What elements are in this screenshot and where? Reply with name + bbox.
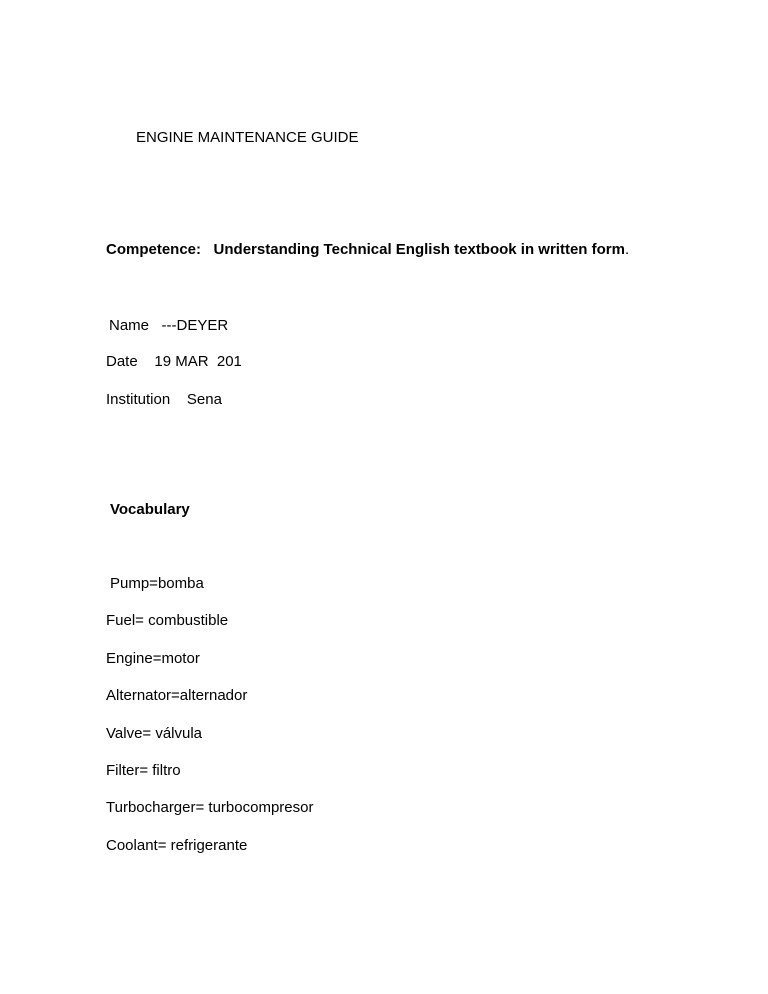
vocabulary-item: Fuel= combustible <box>106 612 229 630</box>
document-title: ENGINE MAINTENANCE GUIDE <box>136 129 359 146</box>
date-field: Date 19 MAR 201 <box>106 353 242 370</box>
vocabulary-item: Valve= válvula <box>106 724 203 742</box>
competence-text: Understanding Technical English textbook in written form <box>213 241 625 258</box>
competence-trailing: . <box>624 241 630 258</box>
vocabulary-item: Turbocharger= turbocompresor <box>106 799 314 817</box>
competence-label: Competence: <box>106 241 202 258</box>
vocabulary-list <box>106 574 313 873</box>
name-field: Name ---DEYER <box>109 317 229 334</box>
vocabulary-item: Alternator=alternador <box>106 687 248 705</box>
vocabulary-item: Coolant= refrigerante <box>106 836 248 854</box>
competence-line <box>106 240 629 260</box>
vocabulary-heading: Vocabulary <box>110 501 190 518</box>
vocabulary-item: Engine=motor <box>106 649 200 667</box>
institution-field: Institution Sena <box>106 391 222 408</box>
vocabulary-item: Pump=bomba <box>110 575 204 592</box>
vocabulary-item: Filter= filtro <box>106 761 181 779</box>
